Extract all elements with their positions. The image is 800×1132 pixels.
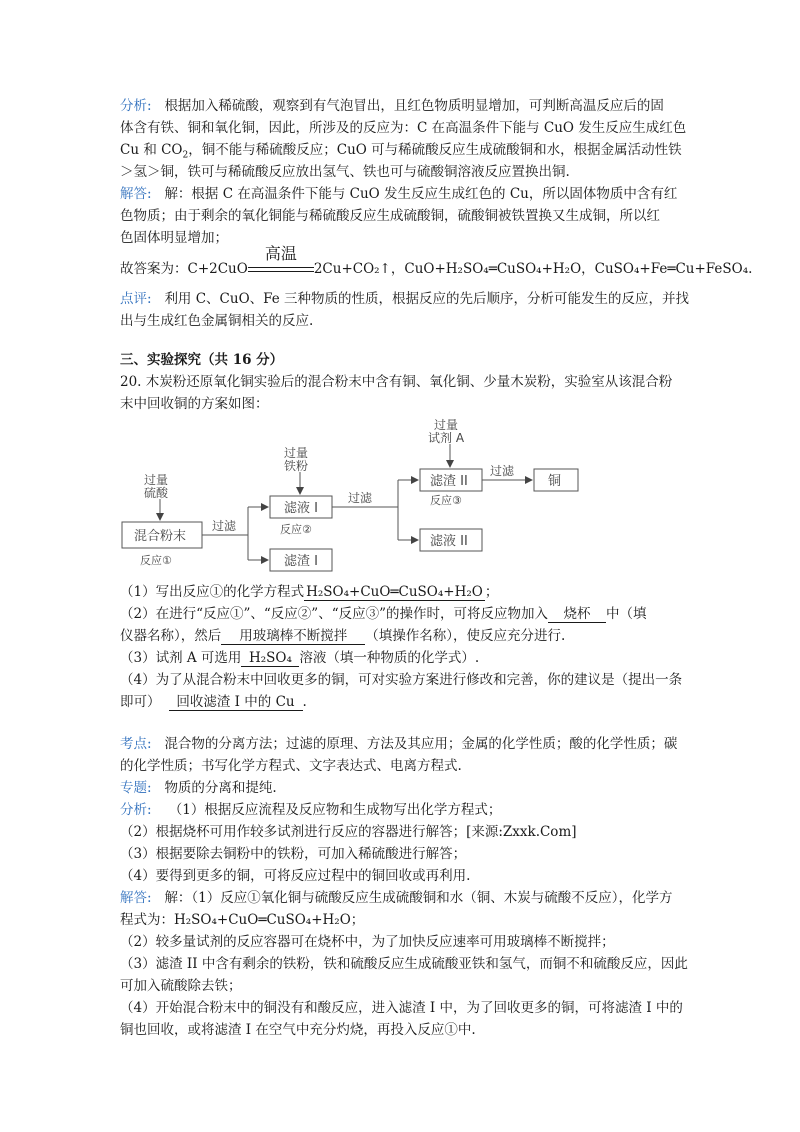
sol-analysis-tag: 分析:: [120, 802, 152, 818]
filter-label-2: 过滤: [348, 491, 373, 505]
sol-analysis-line-2: （2）根据烧杯可用作较多试剂进行反应的容器进行解答；[来源:Zxxk.Com]: [120, 824, 577, 840]
comment-line-1: 点评: 利用 C、CuO、Fe 三种物质的性质，根据反应的先后顺序，分析可能发生的反应，并找: [120, 291, 690, 307]
filter-label-3: 过滤: [490, 464, 515, 478]
analysis-line-1: 分析: 根据加入稀硫酸，观察到有气泡冒出，且红色物质明显增加，可判断高温反应后的固: [120, 98, 664, 114]
reagent2-line1: 过量: [284, 446, 309, 460]
high-temp-equals-sign: 高温: [248, 263, 314, 277]
analysis-tag: 分析:: [120, 98, 152, 114]
q3-answer: H₂SO₄: [241, 651, 299, 667]
q4-line-1: （4）为了从混合粉末中回收更多的铜，可对实验方案进行修改和完善，你的建议是（提出一条: [120, 672, 683, 688]
sol-answer-line-1: 解答: 解：（1）反应①氧化铜与硫酸反应生成硫酸铜和水（铜、木炭与硫酸不反应），化学方: [120, 890, 673, 906]
reagent3-line2: 试剂 A: [428, 431, 465, 445]
answer-line-2: 色物质；由于剩余的氧化铜能与稀硫酸反应生成硫酸铜，硫酸铜被铁置换又生成铜，所以红: [120, 208, 660, 224]
label-residue-1: 滤渣 I: [284, 554, 318, 569]
label-filtrate-2: 滤液 II: [430, 534, 468, 549]
reagent1-line1: 过量: [144, 473, 169, 487]
reagent2-line2: 铁粉: [284, 459, 309, 473]
reaction-label-2: 反应②: [280, 523, 312, 536]
label-filtrate-1: 滤液 I: [284, 501, 318, 516]
reagent3-line1: 过量: [434, 418, 459, 432]
answer-line-3: 色固体明显增加；: [120, 230, 228, 246]
q2-line-2: 仪器名称），然后 用玻璃棒不断搅拌 （填操作名称），使反应充分进行.: [120, 628, 566, 644]
comment-line-2: 出与生成红色金属铜相关的反应.: [120, 313, 314, 329]
sol-answer-line-4: （3）滤渣 II 中含有剩余的铁粉，铁和硫酸反应生成硫酸亚铁和氢气，而铜不和硫酸反应，因此: [120, 956, 688, 972]
sol-analysis-line-4: （4）要得到更多的铜，可将反应过程中的铜回收或再利用.: [120, 868, 471, 884]
answer-line-1: 解答: 解：根据 C 在高温条件下能与 CuO 发生反应生成红色的 Cu，所以固体物质中含有红: [120, 186, 678, 202]
q4-line-2: 即可） 回收滤渣 I 中的 Cu .: [120, 694, 307, 710]
flow-diagram: [120, 412, 590, 577]
sol-answer-tag: 解答:: [120, 890, 152, 906]
q3-line: （3）试剂 A 可选用 H₂SO₄ 溶液（填一种物质的化学式）.: [120, 650, 480, 666]
q1-line: （1）写出反应①的化学方程式 H₂SO₄+CuO═CuSO₄+H₂O ；: [120, 584, 499, 600]
analysis-line-3: Cu 和 $CO_2$，铜不能与稀硫酸反应；CuO 可与稀硫酸反应生成硫酸铜和水，根据金属活动性铁: [120, 142, 682, 161]
q2-answer-2: 用玻璃棒不断搅拌: [221, 629, 365, 645]
answer-tag: 解答:: [120, 186, 152, 202]
reaction-label-1: 反应①: [140, 554, 172, 567]
sol-answer-line-3: （2）较多量试剂的反应容器可在烧杯中，为了加快反应速率可用玻璃棒不断搅拌；: [120, 934, 615, 950]
q4-answer: 回收滤渣 I 中的 Cu: [169, 695, 303, 711]
final-answer-line: 故答案为：C+2CuO 高温 2Cu+CO₂↑，CuO+H₂SO₄═CuSO₄+H₂O，CuSO₄+Fe═Cu+FeSO₄.: [120, 243, 753, 277]
sol-answer-line-7: 铜也回收，或将滤渣 I 在空气中充分灼烧，再投入反应①中.: [120, 1022, 476, 1038]
reaction-label-3: 反应③: [430, 494, 462, 507]
sol-analysis-line-3: （3）根据要除去铜粉中的铁粉，可加入稀硫酸进行解答；: [120, 846, 467, 862]
point-line-1: 考点: 混合物的分离方法；过滤的原理、方法及其应用；金属的化学性质；酸的化学性质；碳: [120, 736, 678, 752]
label-copper: 铜: [548, 474, 562, 489]
analysis-line-2: 体含有铁、铜和氧化铜，因此，所涉及的反应为：C 在高温条件下能与 CuO 发生反应生成红色: [120, 120, 687, 136]
point-tag: 考点:: [120, 736, 152, 752]
question-stem-line-1: 20. 木炭粉还原氧化铜实验后的混合粉末中含有铜、氧化铜、少量木炭粉，实验室从该混合粉: [120, 374, 673, 390]
filter-label-1: 过滤: [212, 519, 237, 533]
section-heading: 三、实验探究（共 16 分）: [120, 352, 284, 368]
label-residue-2: 滤渣 II: [430, 474, 468, 489]
comment-tag: 点评:: [120, 291, 152, 307]
topic-line: 专题: 物质的分离和提纯.: [120, 780, 277, 796]
sol-answer-line-6: （4）开始混合粉末中的铜没有和酸反应，进入滤渣 I 中，为了回收更多的铜，可将滤渣 I 中的: [120, 1000, 683, 1016]
sol-answer-line-5: 可加入硫酸除去铁；: [120, 978, 242, 994]
q2-line-1: （2）在进行“反应①”、“反应②”、“反应③”的操作时，可将反应物加入 烧杯 中（填: [120, 606, 647, 622]
reagent1-line2: 硫酸: [144, 486, 169, 500]
sol-answer-line-2: 程式为：H₂SO₄+CuO═CuSO₄+H₂O；: [120, 912, 365, 928]
point-line-2: 的化学性质；书写化学方程式、文字表达式、电离方程式.: [120, 758, 462, 774]
sol-analysis-line-1: 分析: （1）根据反应流程及反应物和生成物写出化学方程式；: [120, 802, 502, 818]
analysis-line-4: ＞氢＞铜，铁可与稀硫酸反应放出氢气、铁也可与硫酸铜溶液反应置换出铜.: [120, 164, 570, 180]
label-mixture: 混合粉末: [134, 529, 187, 544]
q1-answer: H₂SO₄+CuO═CuSO₄+H₂O: [306, 584, 483, 600]
topic-tag: 专题:: [120, 780, 152, 796]
q2-answer-1: 烧杯: [548, 607, 606, 623]
question-stem-line-2: 末中回收铜的方案如图：: [120, 396, 269, 412]
